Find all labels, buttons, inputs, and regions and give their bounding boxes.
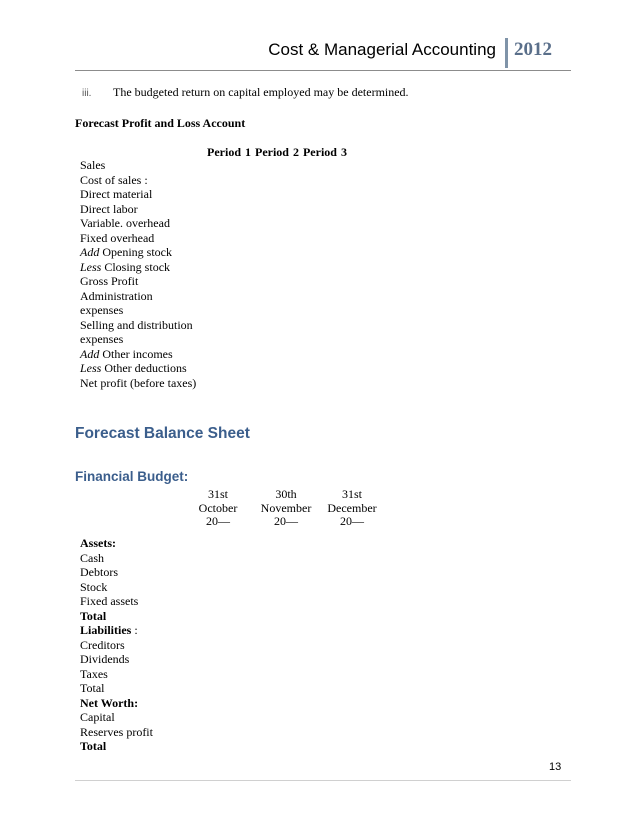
table-row <box>80 202 196 217</box>
table-row <box>80 332 196 347</box>
date-column-header <box>312 488 392 529</box>
date-year: 20— <box>274 514 298 528</box>
table-row <box>80 158 196 173</box>
section-label: Net Worth: <box>80 695 139 710</box>
row-label: Administration <box>80 288 153 303</box>
header-separator <box>505 38 508 68</box>
row-label: Fixed overhead <box>80 230 155 245</box>
liabilities-label: Liabilities <box>80 623 132 637</box>
row-label: Direct labor <box>80 201 138 216</box>
row-label: Net profit (before taxes) <box>80 375 197 390</box>
date-year: 20— <box>340 514 364 528</box>
table-row <box>80 289 196 304</box>
running-header-year: 2012 <box>514 39 552 60</box>
table-row <box>80 173 196 188</box>
date-day: 31st <box>341 487 362 501</box>
row-prefix: Add <box>80 245 100 259</box>
list-item-text: The budgeted return on capital employed may be determined. <box>113 85 409 99</box>
list-item-number: iii. <box>82 88 92 99</box>
row-prefix: Add <box>80 346 100 361</box>
table-row <box>80 274 196 289</box>
profit-loss-rows <box>80 158 196 390</box>
row-label: Other incomes <box>99 346 173 361</box>
date-day: 30th <box>275 487 297 501</box>
profit-loss-title: Forecast Profit and Loss Account <box>75 116 246 130</box>
date-year: 20— <box>206 514 230 528</box>
row-label: Other deductions <box>101 361 187 375</box>
table-row: Stock <box>80 579 108 594</box>
page-number: 13 <box>549 761 562 773</box>
row-label: expenses <box>80 332 124 346</box>
section-label: Assets: <box>80 536 116 550</box>
row-label: Selling and distribution <box>80 317 193 332</box>
table-row: Taxes <box>80 666 108 681</box>
table-row <box>80 216 196 231</box>
total-row: Total <box>80 739 107 753</box>
table-row: Reserves profit <box>80 724 153 739</box>
row-prefix: Less <box>80 361 102 375</box>
table-row <box>80 376 196 391</box>
table-row <box>80 347 196 362</box>
table-row: Capital <box>80 710 115 724</box>
balance-sheet-heading: Forecast Balance Sheet <box>75 425 250 442</box>
table-row <box>80 361 196 376</box>
table-row <box>80 231 196 246</box>
row-label: Opening stock <box>99 245 172 259</box>
row-label: Gross Profit <box>80 274 139 288</box>
row-label: expenses <box>80 303 124 317</box>
financial-budget-heading: Financial Budget: <box>75 469 189 484</box>
total-row: Total <box>80 681 105 695</box>
table-row <box>80 303 196 318</box>
table-row <box>80 245 196 260</box>
table-row <box>80 187 196 202</box>
date-month: October <box>198 500 238 515</box>
row-label: Variable. overhead <box>80 216 170 230</box>
table-row <box>80 260 196 275</box>
total-row: Total <box>80 608 107 623</box>
row-label: Cost of sales : <box>80 172 148 187</box>
table-row: Debtors <box>80 565 118 579</box>
table-row: Creditors <box>80 637 125 652</box>
row-label: Direct material <box>80 187 153 201</box>
row-label: Sales <box>80 158 106 172</box>
liabilities-colon: : <box>131 623 138 637</box>
table-row <box>80 318 196 333</box>
footer-rule <box>75 780 571 781</box>
date-month: November <box>260 500 312 515</box>
table-row: Dividends <box>80 652 130 666</box>
section-label <box>80 623 153 638</box>
table-row: Fixed assets <box>80 594 139 608</box>
running-header-title: Cost & Managerial Accounting <box>268 40 496 59</box>
table-row: Cash <box>80 550 104 565</box>
date-month: December <box>327 500 377 515</box>
row-label: Closing stock <box>101 259 171 274</box>
date-day: 31st <box>207 487 228 501</box>
balance-sheet-rows <box>80 536 153 754</box>
row-prefix: Less <box>80 259 102 274</box>
header-rule <box>75 70 571 71</box>
period-column-headers: Period 1 Period 2 Period 3 <box>207 145 347 159</box>
